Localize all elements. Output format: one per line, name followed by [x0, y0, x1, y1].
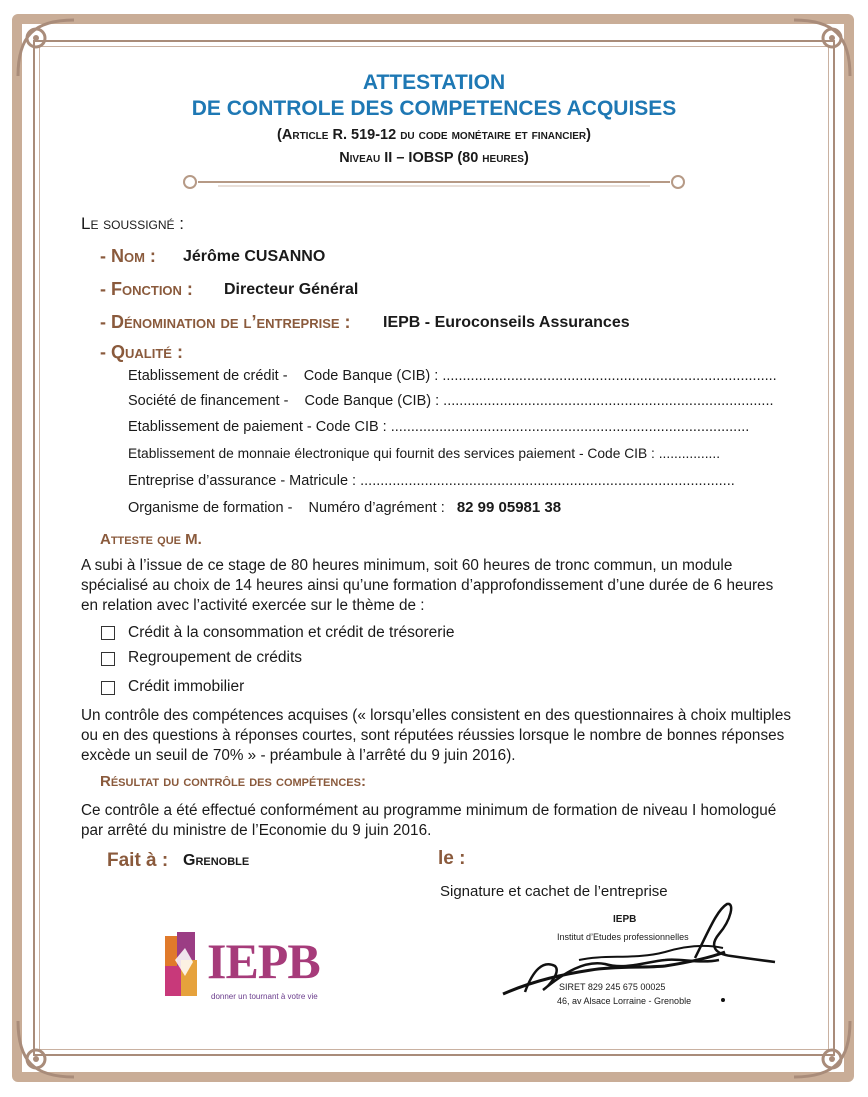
qualite-line-4: [128, 446, 720, 461]
checkbox-regroupement[interactable]: [101, 652, 115, 666]
denomination-value: IEPB - Euroconseils Assurances: [383, 314, 630, 331]
stamp-line-4: 46, av Alsace Lorraine - Grenoble: [557, 996, 692, 1006]
atteste-paragraph: A subi à l’issue de ce stage de 80 heures minimum, soit 60 heures de tronc commun, un module spécialisé au choix de 14 heures ainsi qu’une formation d’approfondissement d’une durée de 6 heures en relation avec l’activité exercée sur le thème de :: [81, 557, 774, 614]
nom-value: Jérôme CUSANNO: [183, 248, 326, 265]
subtitle-article: (Article R. 519-12 du code monétaire et financier): [277, 127, 591, 143]
qualite-type: Entreprise d’assurance - Matricule :: [128, 473, 357, 489]
qualite-type: Etablissement de monnaie électronique qui fournit des services paiement - Code CIB :: [128, 446, 655, 461]
logo-tagline: donner un tournant à votre vie: [211, 992, 318, 1001]
qualite-line-1: [128, 368, 777, 384]
qualite-line-2: [128, 393, 774, 409]
checkbox-label: Crédit immobilier: [128, 678, 245, 695]
controle-paragraph: Un contrôle des compétences acquises (« lorsqu’elles consistent en des questionnaires à choix multiples ou en des questions à réponses courtes, sont réputées réussies lorsque le nombre de bonnes réponses excède un seuil de 70% » - préambule à l’arrêté du 9 juin 2016).: [81, 707, 791, 764]
corner-ornament-bottom-right: [790, 1017, 854, 1081]
qualite-code-label: Code Banque (CIB) :: [304, 393, 440, 409]
qualite-dots: ................: [658, 446, 721, 461]
resultat-heading: Résultat du contrôle des compétences:: [100, 773, 366, 790]
fonction-value: Directeur Général: [224, 281, 359, 298]
qualite-code-label: Code Banque (CIB) :: [303, 368, 439, 384]
denomination-label: - Dénomination de l’entreprise :: [100, 312, 351, 332]
qualite-dots: .............................................................................................: [360, 473, 735, 489]
stamp-line-1: IEPB: [613, 914, 637, 925]
qualite-line-3: [128, 419, 749, 435]
checkbox-credit-consommation[interactable]: [101, 626, 115, 640]
stamp-line-2: Institut d’Etudes professionnelles: [557, 932, 689, 942]
checkbox-credit-immobilier[interactable]: [101, 681, 115, 695]
resultat-paragraph: Ce contrôle a été effectué conformément au programme minimum de formation de niveau I homologué par arrêté du ministre de l’Economie du 9 juin 2016.: [81, 802, 777, 839]
qualite-dots: ...................................................................................: [442, 368, 777, 384]
fonction-label: - Fonction :: [100, 279, 193, 299]
atteste-heading: Atteste que M.: [100, 531, 202, 548]
header-divider-ornament: [178, 172, 690, 192]
qualite-line-6: [128, 499, 561, 516]
soussigne-intro: Le soussigné :: [81, 214, 184, 233]
checkbox-label: Regroupement de crédits: [128, 649, 303, 666]
qualite-label: - Qualité :: [100, 342, 183, 362]
qualite-type: Etablissement de crédit -: [128, 368, 288, 384]
iepb-logo: [163, 930, 323, 1006]
fait-a-value: Grenoble: [183, 852, 250, 869]
corner-ornament-bottom-left: [14, 1017, 78, 1081]
qualite-type: Organisme de formation -: [128, 500, 293, 516]
stamp-line-3: SIRET 829 245 675 00025: [559, 982, 666, 992]
qualite-dots: .........................................................................................: [390, 419, 750, 435]
nom-label: - Nom :: [100, 246, 156, 266]
signature-label: Signature et cachet de l’entreprise: [440, 883, 668, 900]
fait-a-label: Fait à :: [107, 850, 169, 871]
qualite-code-label: Numéro d’agrément :: [308, 500, 445, 516]
title-line-1: ATTESTATION: [362, 71, 506, 94]
qualite-type: Etablissement de paiement - Code CIB :: [128, 419, 387, 435]
handwritten-signature: [495, 900, 795, 1015]
qualite-type: Société de financement -: [128, 393, 289, 409]
date-label: le :: [438, 848, 466, 869]
title-line-2: DE CONTROLE DES COMPETENCES ACQUISES: [191, 97, 677, 120]
qualite-dots: ..................................................................................: [443, 393, 774, 409]
company-stamp: [495, 900, 795, 1015]
subtitle-level: Niveau II – IOBSP (80 heures): [339, 150, 529, 166]
checkbox-label: Crédit à la consommation et crédit de trésorerie: [128, 624, 455, 641]
logo-text: IEPB: [207, 933, 320, 989]
qualite-line-5: [128, 473, 735, 489]
agrement-value: 82 99 05981 38: [456, 499, 562, 516]
